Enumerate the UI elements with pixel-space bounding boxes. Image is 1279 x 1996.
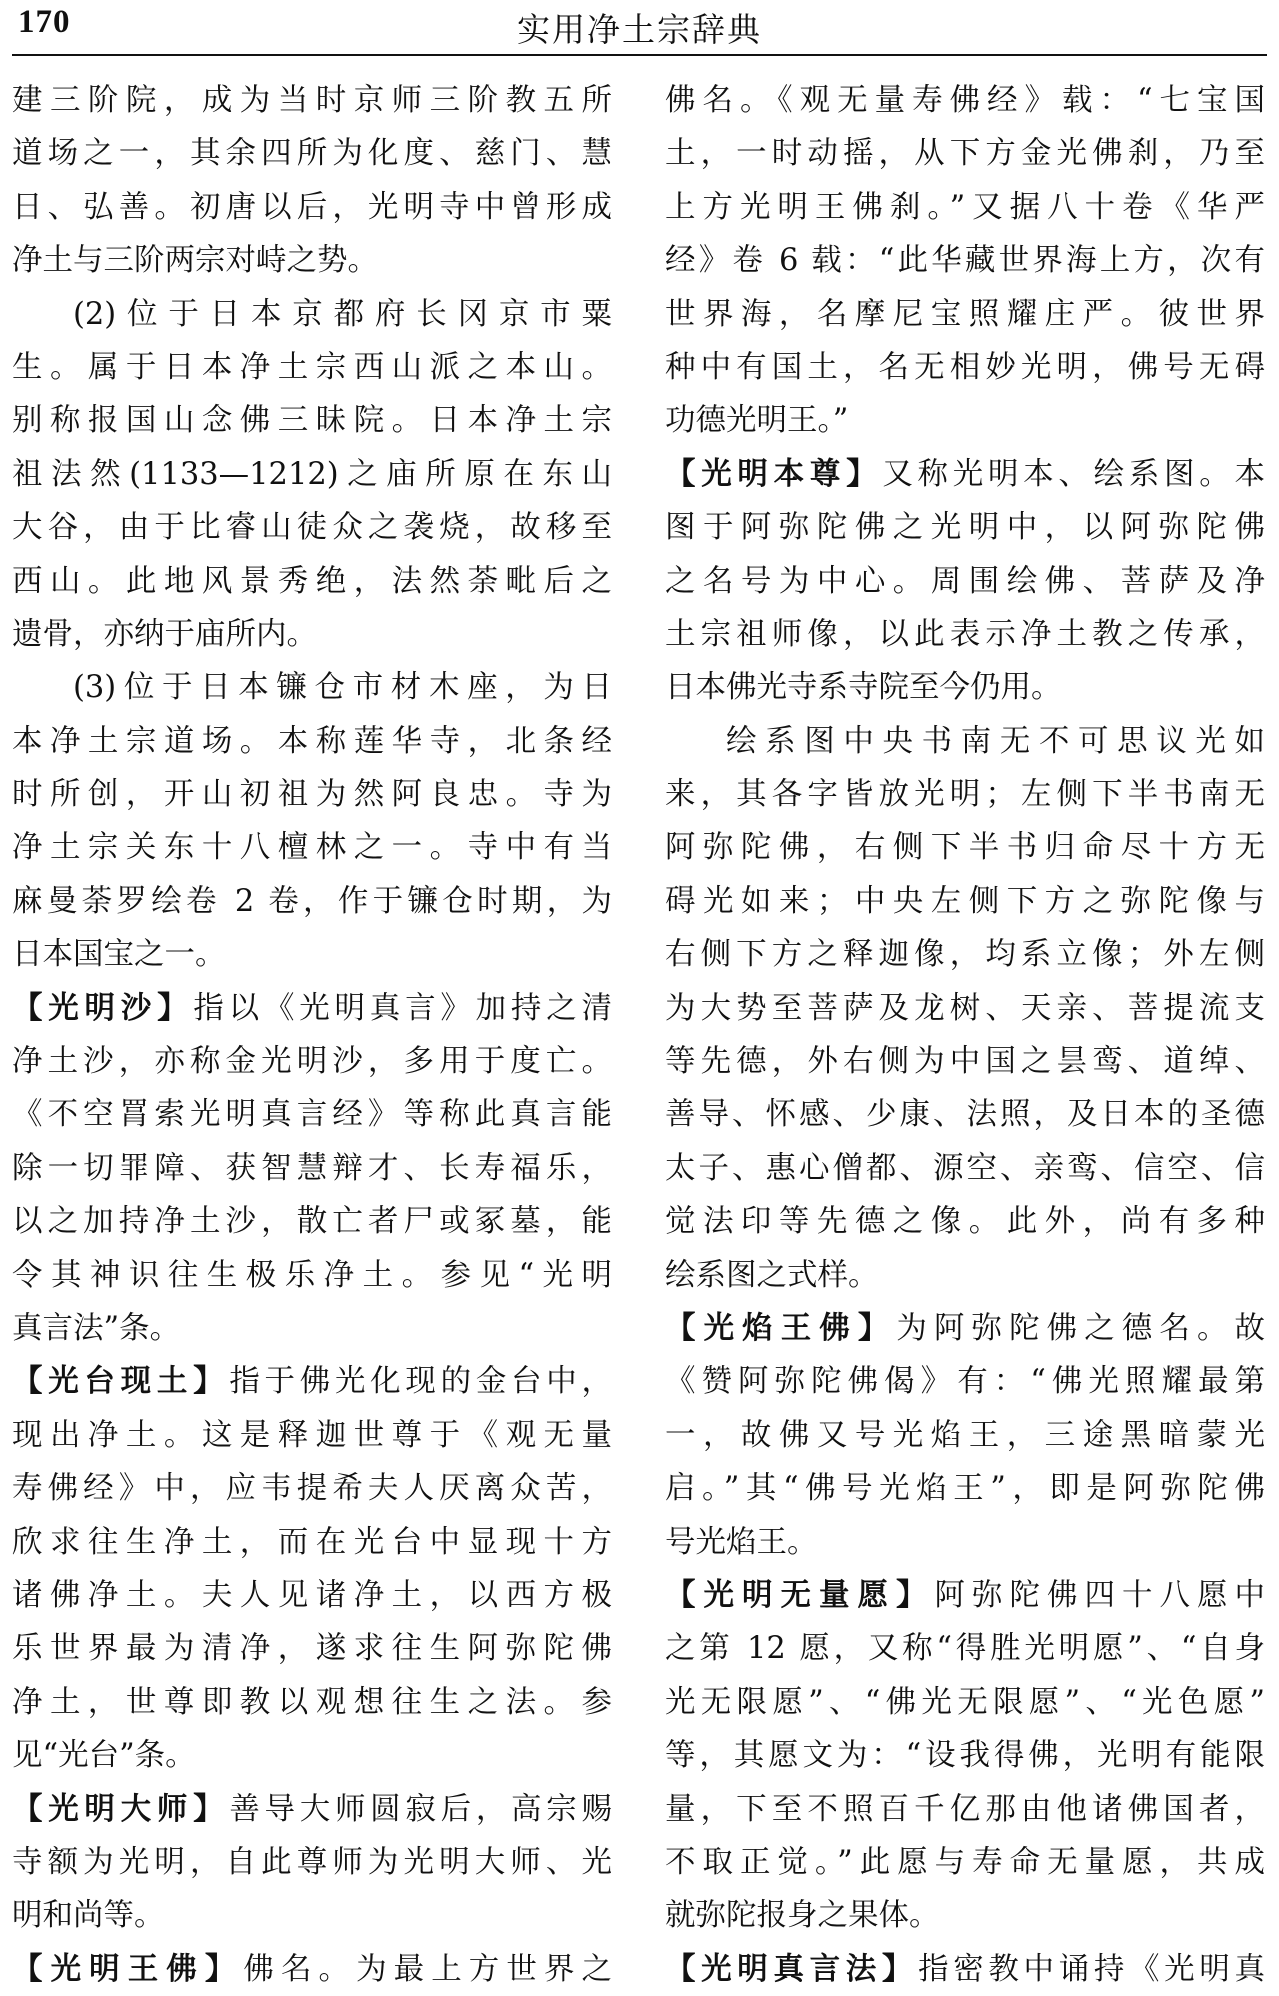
line-text: 就弥陀报身之果体。 (665, 1898, 940, 1934)
entry-headword: 【光明无量愿】 (665, 1577, 935, 1613)
line-text: 真言法”条。 (12, 1310, 181, 1346)
line-text: 寿佛经》中，应韦提希夫人厌离众苦， (12, 1471, 612, 1507)
text-line (665, 1516, 1265, 1569)
line-text: 图于阿弥陀佛之光明中，以阿弥陀佛 (665, 510, 1265, 546)
text-line (12, 394, 612, 447)
line-text: 祖法然(1133—1212)之庙所原在东山 (12, 456, 612, 492)
text-line (665, 875, 1265, 928)
text-line (665, 1622, 1265, 1675)
text-line (665, 1142, 1265, 1195)
text-line (665, 661, 1265, 714)
line-text: 净土宗关东十八檀林之一。寺中有当 (12, 830, 612, 866)
text-line (12, 501, 612, 554)
text-line (12, 74, 612, 127)
line-text: 本净土宗道场。本称莲华寺，北条经 (12, 723, 612, 759)
line-text: 日本佛光寺系寺院至今仍用。 (665, 670, 1062, 706)
text-line (665, 1195, 1265, 1248)
text-line (12, 1676, 612, 1729)
line-text: 绘系图之式样。 (665, 1257, 879, 1293)
left-column (12, 74, 612, 1996)
text-line (12, 181, 612, 234)
text-line (665, 555, 1265, 608)
line-text: 之名号为中心。周围绘佛、菩萨及净 (665, 563, 1265, 599)
text-line (665, 501, 1265, 554)
text-line (12, 1462, 612, 1515)
entry-headword: 【光明大师】 (12, 1791, 230, 1827)
text-line (665, 74, 1265, 127)
line-text: 一，故佛又号光焰王，三途黑暗蒙光 (665, 1417, 1265, 1453)
line-text: 右侧下方之释迦像，均系立像；外左侧 (665, 937, 1265, 973)
text-line (12, 1142, 612, 1195)
text-line (665, 341, 1265, 394)
text-line (665, 982, 1265, 1035)
text-line (665, 1409, 1265, 1462)
line-text: 太子、惠心僧都、源空、亲鸾、信空、信 (665, 1150, 1265, 1186)
entry-headword-line (12, 1355, 612, 1408)
entry-headword: 【光明沙】 (12, 990, 194, 1026)
text-line (665, 1355, 1265, 1408)
text-line (12, 928, 612, 981)
header-rule (12, 54, 1267, 56)
line-text: 日、弘善。初唐以后，光明寺中曾形成 (12, 189, 612, 225)
line-text: 日本国宝之一。 (12, 937, 226, 973)
line-text: 经》卷 6 载：“此华藏世界海上方，次有 (665, 243, 1265, 279)
line-text: 阿弥陀佛，右侧下半书归命尽十方无 (665, 830, 1265, 866)
entry-headword: 【光台现土】 (12, 1364, 230, 1400)
line-text: 令其神识往生极乐净土。参见“光明 (12, 1257, 612, 1293)
page-number: 170 (18, 4, 71, 40)
text-line (665, 1836, 1265, 1889)
text-line (12, 661, 612, 714)
text-line (12, 1622, 612, 1675)
line-text: 启。”其“佛号光焰王”，即是阿弥陀佛 (665, 1471, 1265, 1507)
entry-headword-line (665, 448, 1265, 501)
line-text: 乐世界最为清净，遂求往生阿弥陀佛 (12, 1631, 612, 1667)
entry-headword-line (12, 1943, 612, 1996)
line-text: 遗骨，亦纳于庙所内。 (12, 616, 317, 652)
text-line (665, 715, 1265, 768)
text-line (665, 394, 1265, 447)
entry-headword-line (12, 1783, 612, 1836)
text-line (12, 1729, 612, 1782)
text-line (12, 821, 612, 874)
text-line (12, 288, 612, 341)
line-text: 觉法印等先德之像。此外，尚有多种 (665, 1204, 1265, 1240)
line-text: 为大势至菩萨及龙树、天亲、菩提流支 (665, 990, 1265, 1026)
text-line (12, 1409, 612, 1462)
line-text: 别称报国山念佛三昧院。日本净土宗 (12, 403, 612, 439)
text-line (665, 1249, 1265, 1302)
line-text: 麻曼荼罗绘卷 2 卷，作于镰仓时期，为 (12, 883, 612, 919)
line-text: 净土沙，亦称金光明沙，多用于度亡。 (12, 1044, 612, 1080)
text-line (665, 928, 1265, 981)
text-line (12, 555, 612, 608)
line-text: (2)位于日本京都府长冈京市粟 (73, 296, 612, 332)
entry-headword: 【光明真言法】 (665, 1951, 919, 1987)
line-text: 佛名。为最上方世界之 (243, 1951, 612, 1987)
line-text: 见“光台”条。 (12, 1738, 196, 1774)
line-text: 之第 12 愿，又称“得胜光明愿”、“自身 (665, 1631, 1265, 1667)
line-text: 生。属于日本净土宗西山派之本山。 (12, 349, 612, 385)
line-text: 西山。此地风景秀绝，法然荼毗后之 (12, 563, 612, 599)
text-line (12, 127, 612, 180)
line-text: 《赞阿弥陀佛偈》有：“佛光照耀最第 (665, 1364, 1265, 1400)
text-line (12, 1249, 612, 1302)
line-text: 来，其各字皆放光明；左侧下半书南无 (665, 777, 1265, 813)
line-text: 现出净土。这是释迦世尊于《观无量 (12, 1417, 612, 1453)
line-text: 土，一时动摇，从下方金光佛刹，乃至 (665, 136, 1265, 172)
text-line (12, 608, 612, 661)
text-line (12, 341, 612, 394)
text-line (665, 1889, 1265, 1942)
line-text: (3)位于日本镰仓市材木座，为日 (73, 670, 612, 706)
text-line (12, 1195, 612, 1248)
line-text: 寺额为光明，自此尊师为光明大师、光 (12, 1844, 612, 1880)
text-line (665, 1088, 1265, 1141)
line-text: 上方光明王佛刹。”又据八十卷《华严 (665, 189, 1265, 225)
text-line (12, 768, 612, 821)
entry-headword: 【光焰王佛】 (665, 1310, 897, 1346)
text-line (665, 1035, 1265, 1088)
line-text: 净土，世尊即教以观想往生之法。参 (12, 1684, 612, 1720)
line-text: 道场之一，其余四所为化度、慈门、慧 (12, 136, 612, 172)
line-text: 为阿弥陀佛之德名。故 (896, 1310, 1265, 1346)
line-text: 量，下至不照百千亿那由他诸佛国者， (665, 1791, 1265, 1827)
line-text: 善导大师圆寂后，高宗赐 (229, 1791, 612, 1827)
text-line (665, 181, 1265, 234)
line-text: 阿弥陀佛四十八愿中 (934, 1577, 1265, 1613)
line-text: 世界海，名摩尼宝照耀庄严。彼世界 (665, 296, 1265, 332)
text-line (665, 1462, 1265, 1515)
text-line (12, 1569, 612, 1622)
entry-headword: 【光明王佛】 (12, 1951, 244, 1987)
entry-headword-line (665, 1943, 1265, 1996)
line-text: 诸佛净土。夫人见诸净土，以西方极 (12, 1577, 612, 1613)
line-text: 指密教中诵持《光明真 (918, 1951, 1265, 1987)
text-line (665, 821, 1265, 874)
text-line (665, 1729, 1265, 1782)
line-text: 光无限愿”、“佛光无限愿”、“光色愿” (665, 1684, 1265, 1720)
text-line (12, 875, 612, 928)
line-text: 欣求往生净土，而在光台中显现十方 (12, 1524, 612, 1560)
line-text: 指以《光明真言》加持之清 (193, 990, 612, 1026)
text-line (665, 234, 1265, 287)
entry-headword-line (12, 982, 612, 1035)
text-line (12, 448, 612, 501)
entry-headword-line (665, 1302, 1265, 1355)
line-text: 《不空罥索光明真言经》等称此真言能 (12, 1097, 612, 1133)
line-text: 指于佛光化现的金台中， (229, 1364, 612, 1400)
text-line (665, 768, 1265, 821)
line-text: 除一切罪障、获智慧辩才、长寿福乐， (12, 1150, 612, 1186)
text-line (665, 127, 1265, 180)
line-text: 净土与三阶两宗对峙之势。 (12, 243, 378, 279)
text-line (665, 1676, 1265, 1729)
running-header-title: 实用净土宗辞典 (517, 10, 762, 49)
line-text: 大谷，由于比睿山徒众之袭烧，故移至 (12, 510, 612, 546)
line-text: 以之加持净土沙，散亡者尸或冢墓，能 (12, 1204, 612, 1240)
line-text: 土宗祖师像，以此表示净土教之传承， (665, 616, 1265, 652)
text-line (12, 1516, 612, 1569)
line-text: 号光焰王。 (665, 1524, 818, 1560)
text-line (665, 288, 1265, 341)
text-line (12, 1836, 612, 1889)
text-line (12, 1088, 612, 1141)
line-text: 绘系图中央书南无不可思议光如 (726, 723, 1265, 759)
text-line (665, 608, 1265, 661)
text-line (12, 234, 612, 287)
line-text: 种中有国土，名无相妙光明，佛号无碍 (665, 349, 1265, 385)
line-text: 等，其愿文为：“设我得佛，光明有能限 (665, 1738, 1265, 1774)
line-text: 时所创，开山初祖为然阿良忠。寺为 (12, 777, 612, 813)
entry-headword: 【光明本尊】 (665, 456, 883, 492)
line-text: 碍光如来；中央左侧下方之弥陀像与 (665, 883, 1265, 919)
line-text: 佛名。《观无量寿佛经》载：“七宝国 (665, 83, 1265, 118)
entry-headword-line (665, 1569, 1265, 1622)
right-column (665, 74, 1265, 1996)
text-line (665, 1783, 1265, 1836)
line-text: 功德光明王。” (665, 403, 849, 439)
text-line (12, 1302, 612, 1355)
line-text: 明和尚等。 (12, 1898, 165, 1934)
line-text: 不取正觉。”此愿与寿命无量愿，共成 (665, 1844, 1265, 1880)
line-text: 建三阶院，成为当时京师三阶教五所 (12, 83, 612, 118)
text-line (12, 1889, 612, 1942)
line-text: 又称光明本、绘系图。本 (882, 456, 1265, 492)
line-text: 等先德，外右侧为中国之昙鸾、道绰、 (665, 1044, 1265, 1080)
line-text: 善导、怀感、少康、法照，及日本的圣德 (665, 1097, 1265, 1133)
text-line (12, 715, 612, 768)
text-line (12, 1035, 612, 1088)
